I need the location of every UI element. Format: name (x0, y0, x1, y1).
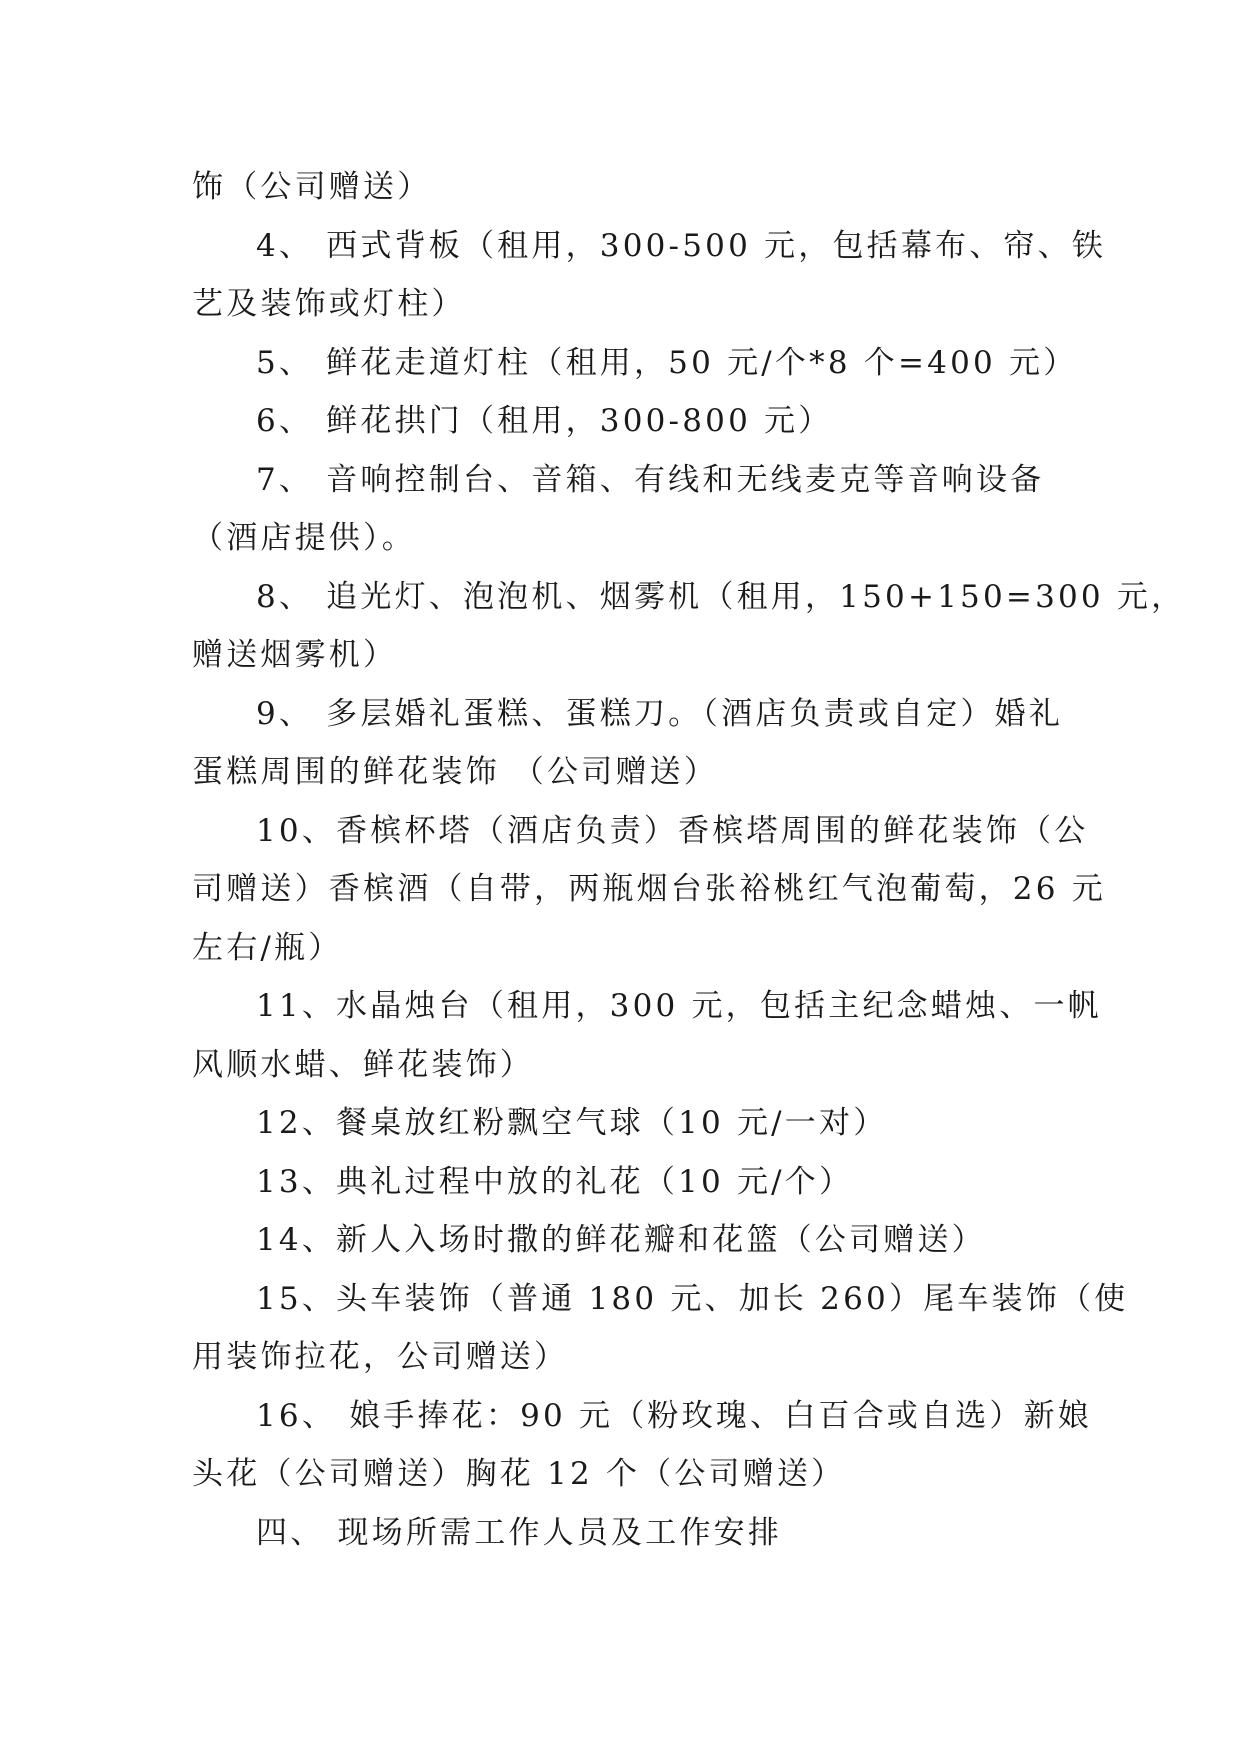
text-line: 头花（公司赠送）胸花 12 个（公司赠送） (192, 1456, 846, 1492)
text-line: 用装饰拉花，公司赠送） (192, 1339, 569, 1375)
list-item-15: 15、头车装饰（普通 180 元、加长 260）尾车装饰（使 (256, 1280, 1129, 1317)
list-item-7: 7、 音响控制台、音箱、有线和无线麦克等音响设备 (256, 461, 1045, 498)
section-heading: 四、 现场所需工作人员及工作安排 (256, 1514, 783, 1551)
list-item-5: 5、 鲜花走道灯柱（租用，50 元/个*8 个=400 元） (256, 344, 1078, 381)
list-item-9: 9、 多层婚礼蛋糕、蛋糕刀。（酒店负责或自定）婚礼 (256, 695, 1064, 732)
list-item-8: 8、 追光灯、泡泡机、烟雾机（租用，150+150=300 元， (256, 578, 1186, 615)
list-item-13: 13、典礼过程中放的礼花（10 元/个） (256, 1163, 854, 1200)
list-item-11: 11、水晶烛台（租用，300 元，包括主纪念蜡烛、一帆 (256, 988, 1102, 1024)
document-body (192, 158, 1186, 1562)
list-item-16: 16、 娘手捧花：90 元（粉玫瑰、白百合或自选）新娘 (256, 1397, 1092, 1434)
list-item-10: 10、香槟杯塔（酒店负责）香槟塔周围的鲜花装饰（公 (256, 812, 1089, 849)
text-line: （酒店提供）。 (192, 520, 416, 556)
text-line: 蛋糕周围的鲜花装饰 （公司赠送） (192, 754, 719, 790)
text-line: 赠送烟雾机） (192, 637, 398, 673)
list-item-14: 14、新人入场时撒的鲜花瓣和花篮（公司赠送） (256, 1222, 986, 1258)
list-item-6: 6、 鲜花拱门（租用，300-800 元） (256, 403, 833, 439)
text-line: 风顺水蜡、鲜花装饰） (192, 1046, 534, 1083)
text-line: 司赠送）香槟酒（自带，两瓶烟台张裕桃红气泡葡萄，26 元 (192, 871, 1106, 907)
list-item-12: 12、餐桌放红粉飘空气球（10 元/一对） (256, 1105, 888, 1141)
text-line: 左右/瓶） (192, 929, 343, 966)
text-line: 艺及装饰或灯柱） (192, 286, 466, 322)
text-line: 饰（公司赠送） (192, 169, 432, 205)
list-item-4: 4、 西式背板（租用，300-500 元，包括幕布、帘、铁 (256, 227, 1107, 264)
